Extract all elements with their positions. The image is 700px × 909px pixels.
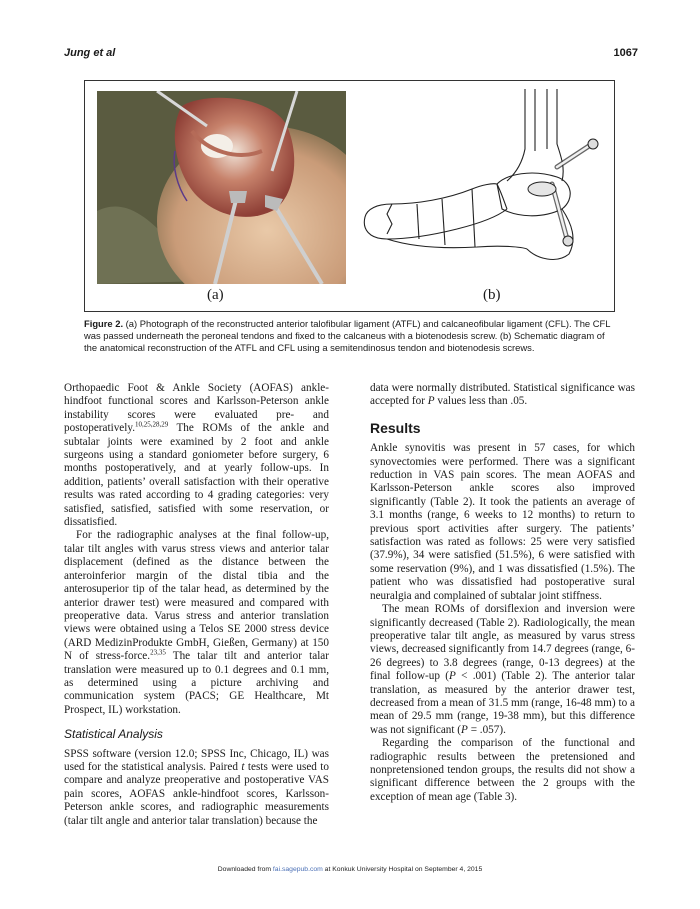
paragraph (64, 748, 329, 828)
paragraph: Ankle synovitis was present in 57 cases, for which synovectomies were performed. There was a significant reduction in VAS pain scores. The mean AOFAS and Karlsson-Peterson ankle scores also improved significantly (Table 2). It took the patients an average of 3.1 months (range, 6 weeks to 12 months) to return to previous sport activities after surgery. The patients’ satisfaction was rated as follows: 25 were very satisfied (37.9%), 34 were satisfied (51.5%), 6 were satisfied with some reservation (9%), and 1 was dissatisfied (1.5%). The patient who was dissatisfied had postoperative sural neuralgia and complained of subtalar joint stiffness. (370, 442, 635, 602)
footer-text: at Konkuk University Hospital on September 4, 2015 (322, 866, 483, 873)
text: = .057). (467, 723, 506, 736)
text: values less than .05. (434, 395, 528, 408)
italic-text: P (461, 723, 468, 736)
text: The ROMs of the ankle and subtalar joints were examined by 2 foot and ankle surgeons using a standard goniometer before surgery, 6 months postoperatively, and at yearly follow-ups. In addition, patients’ overall satisfaction with their operative results was rated according to 4 grading categories: very satisfied, satisfied, satisfied with some reservation, or dissatisfied. (64, 422, 329, 529)
footer-link[interactable]: fai.sagepub.com (272, 866, 323, 873)
text: SPSS software (version 12.0; SPSS Inc, Chicago, IL) was used for the statistical analysis. Paired (64, 747, 329, 773)
left-column (64, 382, 329, 828)
right-column (370, 382, 635, 804)
text: tests were used to compare and analyze preoperative and postoperative VAS pain scores, AOFAS ankle-hindfoot scores, Karlsson-Peterson ankle scores, and radiographic measurements (talar tilt angle and anterior talar translation) because the (64, 760, 329, 827)
panel-label-a: (a) (207, 287, 224, 303)
caption-label: Figure 2. (84, 318, 124, 329)
paragraph (64, 529, 329, 717)
citation: 10,25,28,29 (135, 420, 169, 429)
section-heading-results: Results (370, 419, 421, 436)
citation: 23,35 (150, 648, 166, 657)
text: For the radiographic analyses at the final follow-up, talar tilt angles with varus stress views and anterior talar displacement (defined as the distance between the anteroinferior margin of the distal tibia and the anterosuperior tip of the talar head, as determined by the anterior drawer test) were measured and compared with preoperative data. Varus stress and anterior translation views were obtained using a Telos SE 2000 stress device (ARD MedizinProdukte GmbH, Gießen, Germany) at 150 N of stress-force. (64, 529, 329, 663)
figure-caption (84, 318, 616, 354)
paragraph (370, 603, 635, 737)
ankle-schematic-diagram (357, 89, 602, 284)
download-footer (0, 866, 700, 873)
ankle-bones-drawing (357, 89, 602, 284)
text: The mean ROMs of dorsiflexion and inversion were significantly decreased (Table 2). Radiologically, the mean preoperative talar tilt angle, as measured by varus stress views, decreased significantly from 14.7 degrees (range, 6-26 degrees) to 3.8 degrees (range, 0-13 degrees) at the final follow-up ( (370, 603, 635, 683)
paragraph (370, 382, 635, 409)
panel-label-b: (b) (483, 287, 501, 303)
text: data were normally distributed. Statistical significance was accepted for (370, 382, 635, 408)
paragraph (64, 382, 329, 529)
surgical-photograph (97, 91, 346, 284)
paragraph: Regarding the comparison of the functional and radiographic results between the pretensioned and nonpretensioned tendon groups, the results did not show a significant difference between the 2 groups with the exception of mean age (Table 3). (370, 737, 635, 803)
page-number: 1067 (613, 47, 638, 59)
caption-text: (a) Photograph of the reconstructed anterior talofibular ligament (ATFL) and calcaneofibular ligament (CFL). The CFL was passed underneath the peroneal tendons and fixed to the calcaneus with a biotenodesis screw. (b) Schematic diagram of the anatomical reconstruction of the ATFL and CFL using a semitendinosus tendon and biotenodesis screws. (84, 318, 611, 353)
subsection-heading-statistical-analysis: Statistical Analysis (64, 727, 163, 742)
surgical-photo-illustration (97, 91, 346, 284)
figure-2 (84, 80, 615, 312)
text: < .001) (Table 2). The anterior talar translation, as measured by the anterior drawer test, decreased from a mean of 31.5 mm (range, 16-48 mm) to a mean of 29.5 mm (range, 19-38 mm), but this difference was not significant ( (370, 670, 635, 736)
italic-text: P (427, 395, 435, 408)
text: The talar tilt and anterior talar translation were measured up to 0.1 degrees and 0.1 mm, as determined using a picture archiving and communication system (PACS; GE Healthcare, Mt Prospect, IL) workstation. (64, 650, 330, 716)
italic-text: P (448, 670, 456, 683)
footer-text: Downloaded from (217, 866, 273, 873)
italic-text: t (241, 760, 245, 773)
text: Orthopaedic Foot & Ankle Society (AOFAS) ankle-hindfoot functional scores and Karlsson-Peterson ankle instability scores were evaluated pre- and postoperatively. (64, 382, 329, 435)
running-header-author: Jung et al (64, 47, 116, 59)
